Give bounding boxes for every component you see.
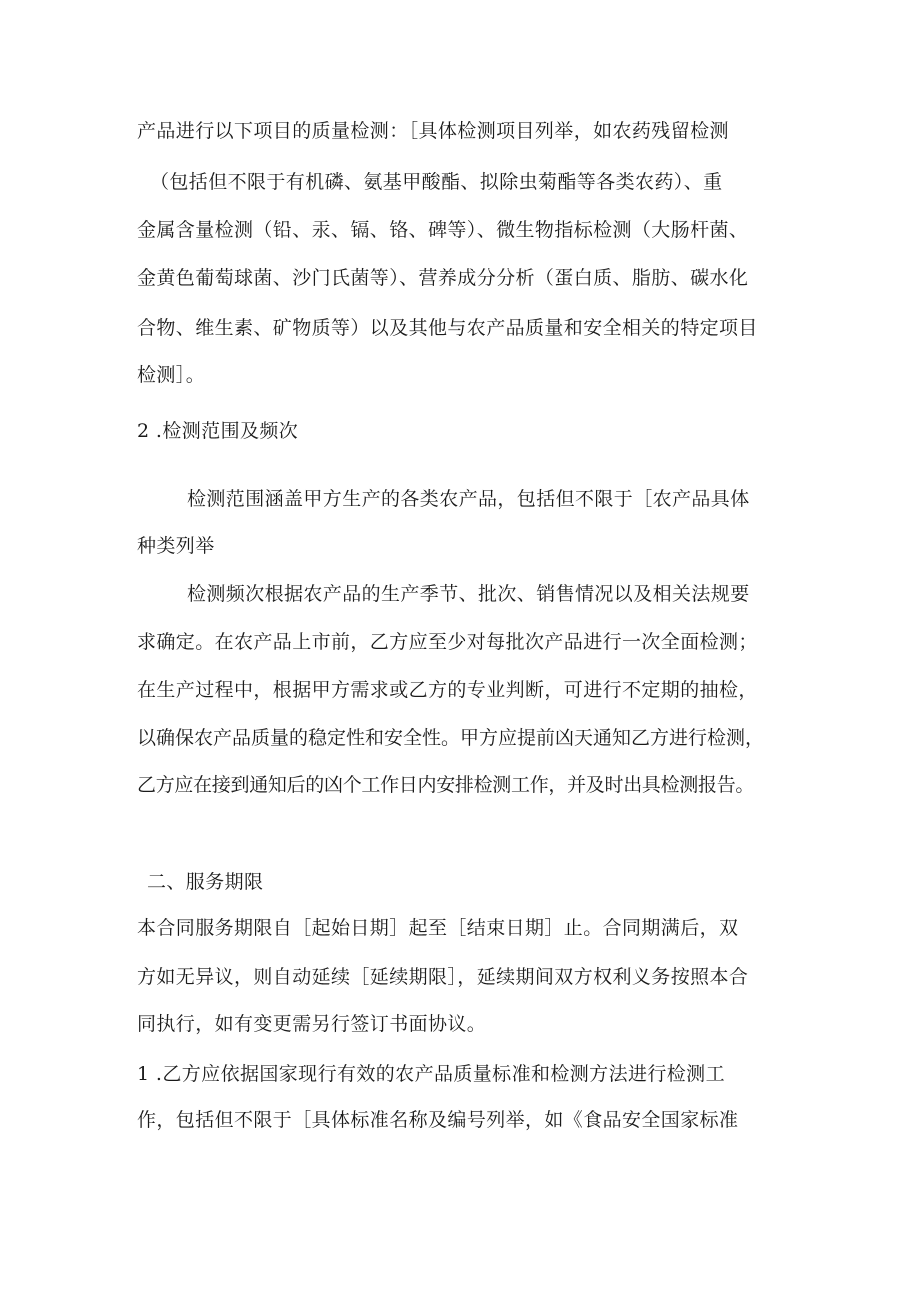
paragraph-line: 产品进行以下项目的质量检测：［具体检测项目列举，如农药残留检测 — [137, 120, 729, 142]
paragraph-line: 合物、维生素、矿物质等）以及其他与农产品质量和安全相关的特定项目 — [137, 317, 758, 339]
paragraph-line: 以确保农产品质量的稳定性和安全性。甲方应提前凶天通知乙方进行检测， — [137, 727, 765, 749]
paragraph-line: 种类列举 — [137, 535, 215, 557]
paragraph-line: 作，包括但不限于［具体标准名称及编号列举，如《食品安全国家标准 — [137, 1109, 739, 1131]
paragraph-line: 检测频次根据农产品的生产季节、批次、销售情况以及相关法规要 — [187, 583, 750, 605]
paragraph-line: 检测］。 — [137, 364, 206, 386]
paragraph-line: 金黄色葡萄球菌、沙门氏菌等）、营养成分分析（蛋白质、脂肪、碳水化 — [137, 267, 749, 289]
section-heading: 2 .检测范围及频次 — [137, 420, 299, 442]
paragraph-line: 检测范围涵盖甲方生产的各类农产品，包括但不限于［农产品具体 — [187, 488, 750, 510]
section-heading: 1 .乙方应依据国家现行有效的农产品质量标准和检测方法进行检测工 — [137, 1063, 725, 1085]
paragraph-line: 求确定。在农产品上市前，乙方应至少对每批次产品进行一次全面检测； — [137, 631, 758, 653]
paragraph-line: 金属含量检测（铅、汞、镉、铬、碑等）、微生物指标检测（大肠杆菌、 — [137, 219, 749, 241]
paragraph-line: （包括但不限于有机磷、氨基甲酸酯、拟除虫菊酯等各类农药）、重 — [150, 171, 723, 193]
paragraph-line: 乙方应在接到通知后的凶个工作日内安排检测工作，并及时出具检测报告。 — [137, 774, 755, 796]
paragraph-line: 同执行，如有变更需另行签订书面协议。 — [137, 1013, 487, 1035]
paragraph-line: 方如无异议，则自动延续［延续期限］，延续期间双方权利义务按照本合 — [137, 966, 749, 988]
paragraph-line: 在生产过程中，根据甲方需求或乙方的专业判断，可进行不定期的抽检， — [137, 679, 758, 701]
section-heading: 二、服务期限 — [147, 871, 264, 893]
paragraph-line: 本合同服务期限自［起始日期］起至［结束日期］止。合同期满后，双 — [137, 917, 739, 939]
